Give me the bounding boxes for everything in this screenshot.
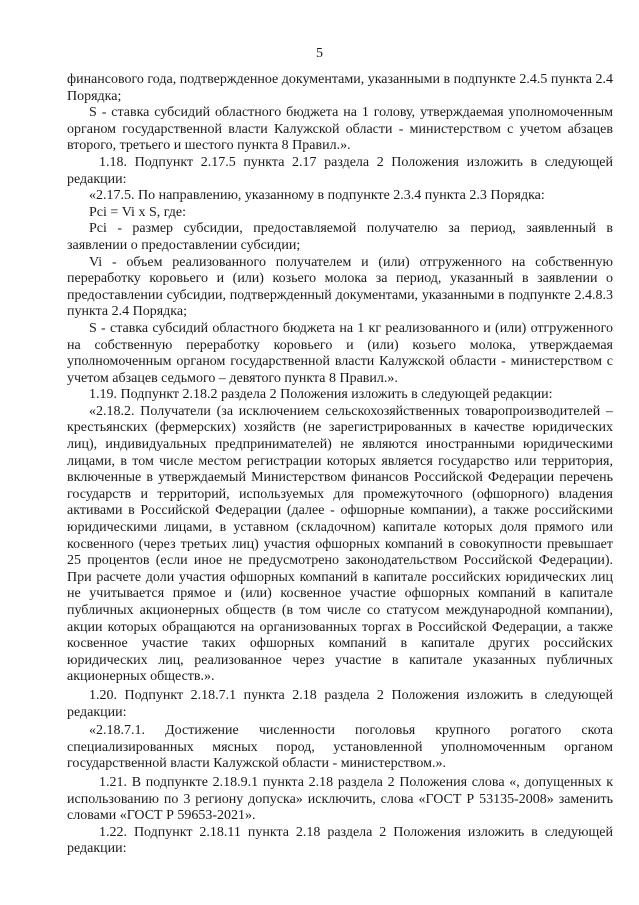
paragraph-subitem-2-18-7-1: «2.18.7.1. Достижение численности поголовья крупного рогатого скота специализированных мясных пород, установленной уполномоченным органом государственной власти Калужской области - министерством.». [67,723,613,772]
page-number: 5 [316,46,323,61]
paragraph-item-1-21: 1.21. В подпункте 2.18.9.1 пункта 2.18 раздела 2 Положения слова «, допущенных к использованию по 3 региону допуска» исключить, слова «ГОСТ Р 53135-2008» заменить словами «ГОСТ Р 59653-2021». [67,774,613,824]
paragraph-formula: Рсі = Vi х S, где: [89,204,187,220]
document-body [67,72,613,858]
paragraph-subitem-2-17-5: «2.17.5. По направлению, указанному в подпункте 2.3.4 пункта 2.3 Порядка: [89,188,545,204]
paragraph-item-1-19: 1.19. Подпункт 2.18.2 раздела 2 Положения изложить в следующей редакции: [89,387,553,403]
paragraph-item-1-20: 1.20. Подпункт 2.18.7.1 пункта 2.18 раздела 2 Положения изложить в следующей редакции: [67,687,613,720]
paragraph-item-1-18: 1.18. Подпункт 2.17.5 пункта 2.17 раздела 2 Положения изложить в следующей редакции: [67,154,613,187]
paragraph-continuation: финансового года, подтвержденное документами, указанными в подпункте 2.4.5 пункта 2.4 Порядка; [67,72,613,104]
paragraph-subitem-2-18-2: «2.18.2. Получатели (за исключением сельскохозяйственных товаропроизводителей – крестьянских (фермерских) хозяйств (не зарегистрированных в качестве юридических лиц), индивидуальных предпринимателей) не являются иностранными юридическими лицами, в том числе местом регистрации которых является государство или территория, включенные в утверждаемый Министерством финансов Российской Федерации перечень государств и территорий, используемых для промежуточного (офшорного) владения активами в Российской Федерации (далее - офшорные компании), а также российскими юридическими лицами, в уставном (складочном) капитале которых доля прямого или косвенного (через третьих лиц) участия офшорных компаний в совокупности превышает 25 процентов (если иное не предусмотрено законодательством Российской Федерации). При расчете доли участия офшорных компаний в капитале российских юридических лиц не учитывается прямое и (или) косвенное участие офшорных компаний в капитале публичных акционерных обществ (в том числе со статусом международной компании), акции которых обращаются на организованных торгах в Российской Федерации, а также косвенное участие таких офшорных компаний в капитале других российских юридических лиц, реализованное через участие в капитале указанных публичных акционерных обществ.». [67,403,613,685]
paragraph-item-1-22: 1.22. Подпункт 2.18.11 пункта 2.18 раздела 2 Положения изложить в следующей редакции: [67,824,613,857]
paragraph-vi-definition: Vi - объем реализованного получателем и (или) отгруженного на собственную переработку коровьего и (или) козьего молока за период, указанный в заявлении о предоставлении субсидии, подтвержденный документами, указанными в подпункте 2.4.8.3 пункта 2.4 Порядка; [67,254,613,320]
paragraph-s-definition: S - ставка субсидий областного бюджета на 1 кг реализованного и (или) отгруженного на собственную переработку коровьего и (или) козьего молока, утверждаемая уполномоченным органом государственной власти Калужской области - министерством с учетом абзацев седьмого – девятого пункта 8 Правил.». [67,320,613,386]
paragraph-pci-definition: Рсі - размер субсидии, предоставляемой получателю за период, заявленный в заявлении о предоставлении субсидии; [67,221,613,253]
paragraph-rate-per-head: S - ставка субсидий областного бюджета на 1 голову, утверждаемая уполномоченным органом государственной власти Калужской области - министерством с учетом абзацев второго, третьего и шестого пункта 8 Правил.». [67,105,613,154]
